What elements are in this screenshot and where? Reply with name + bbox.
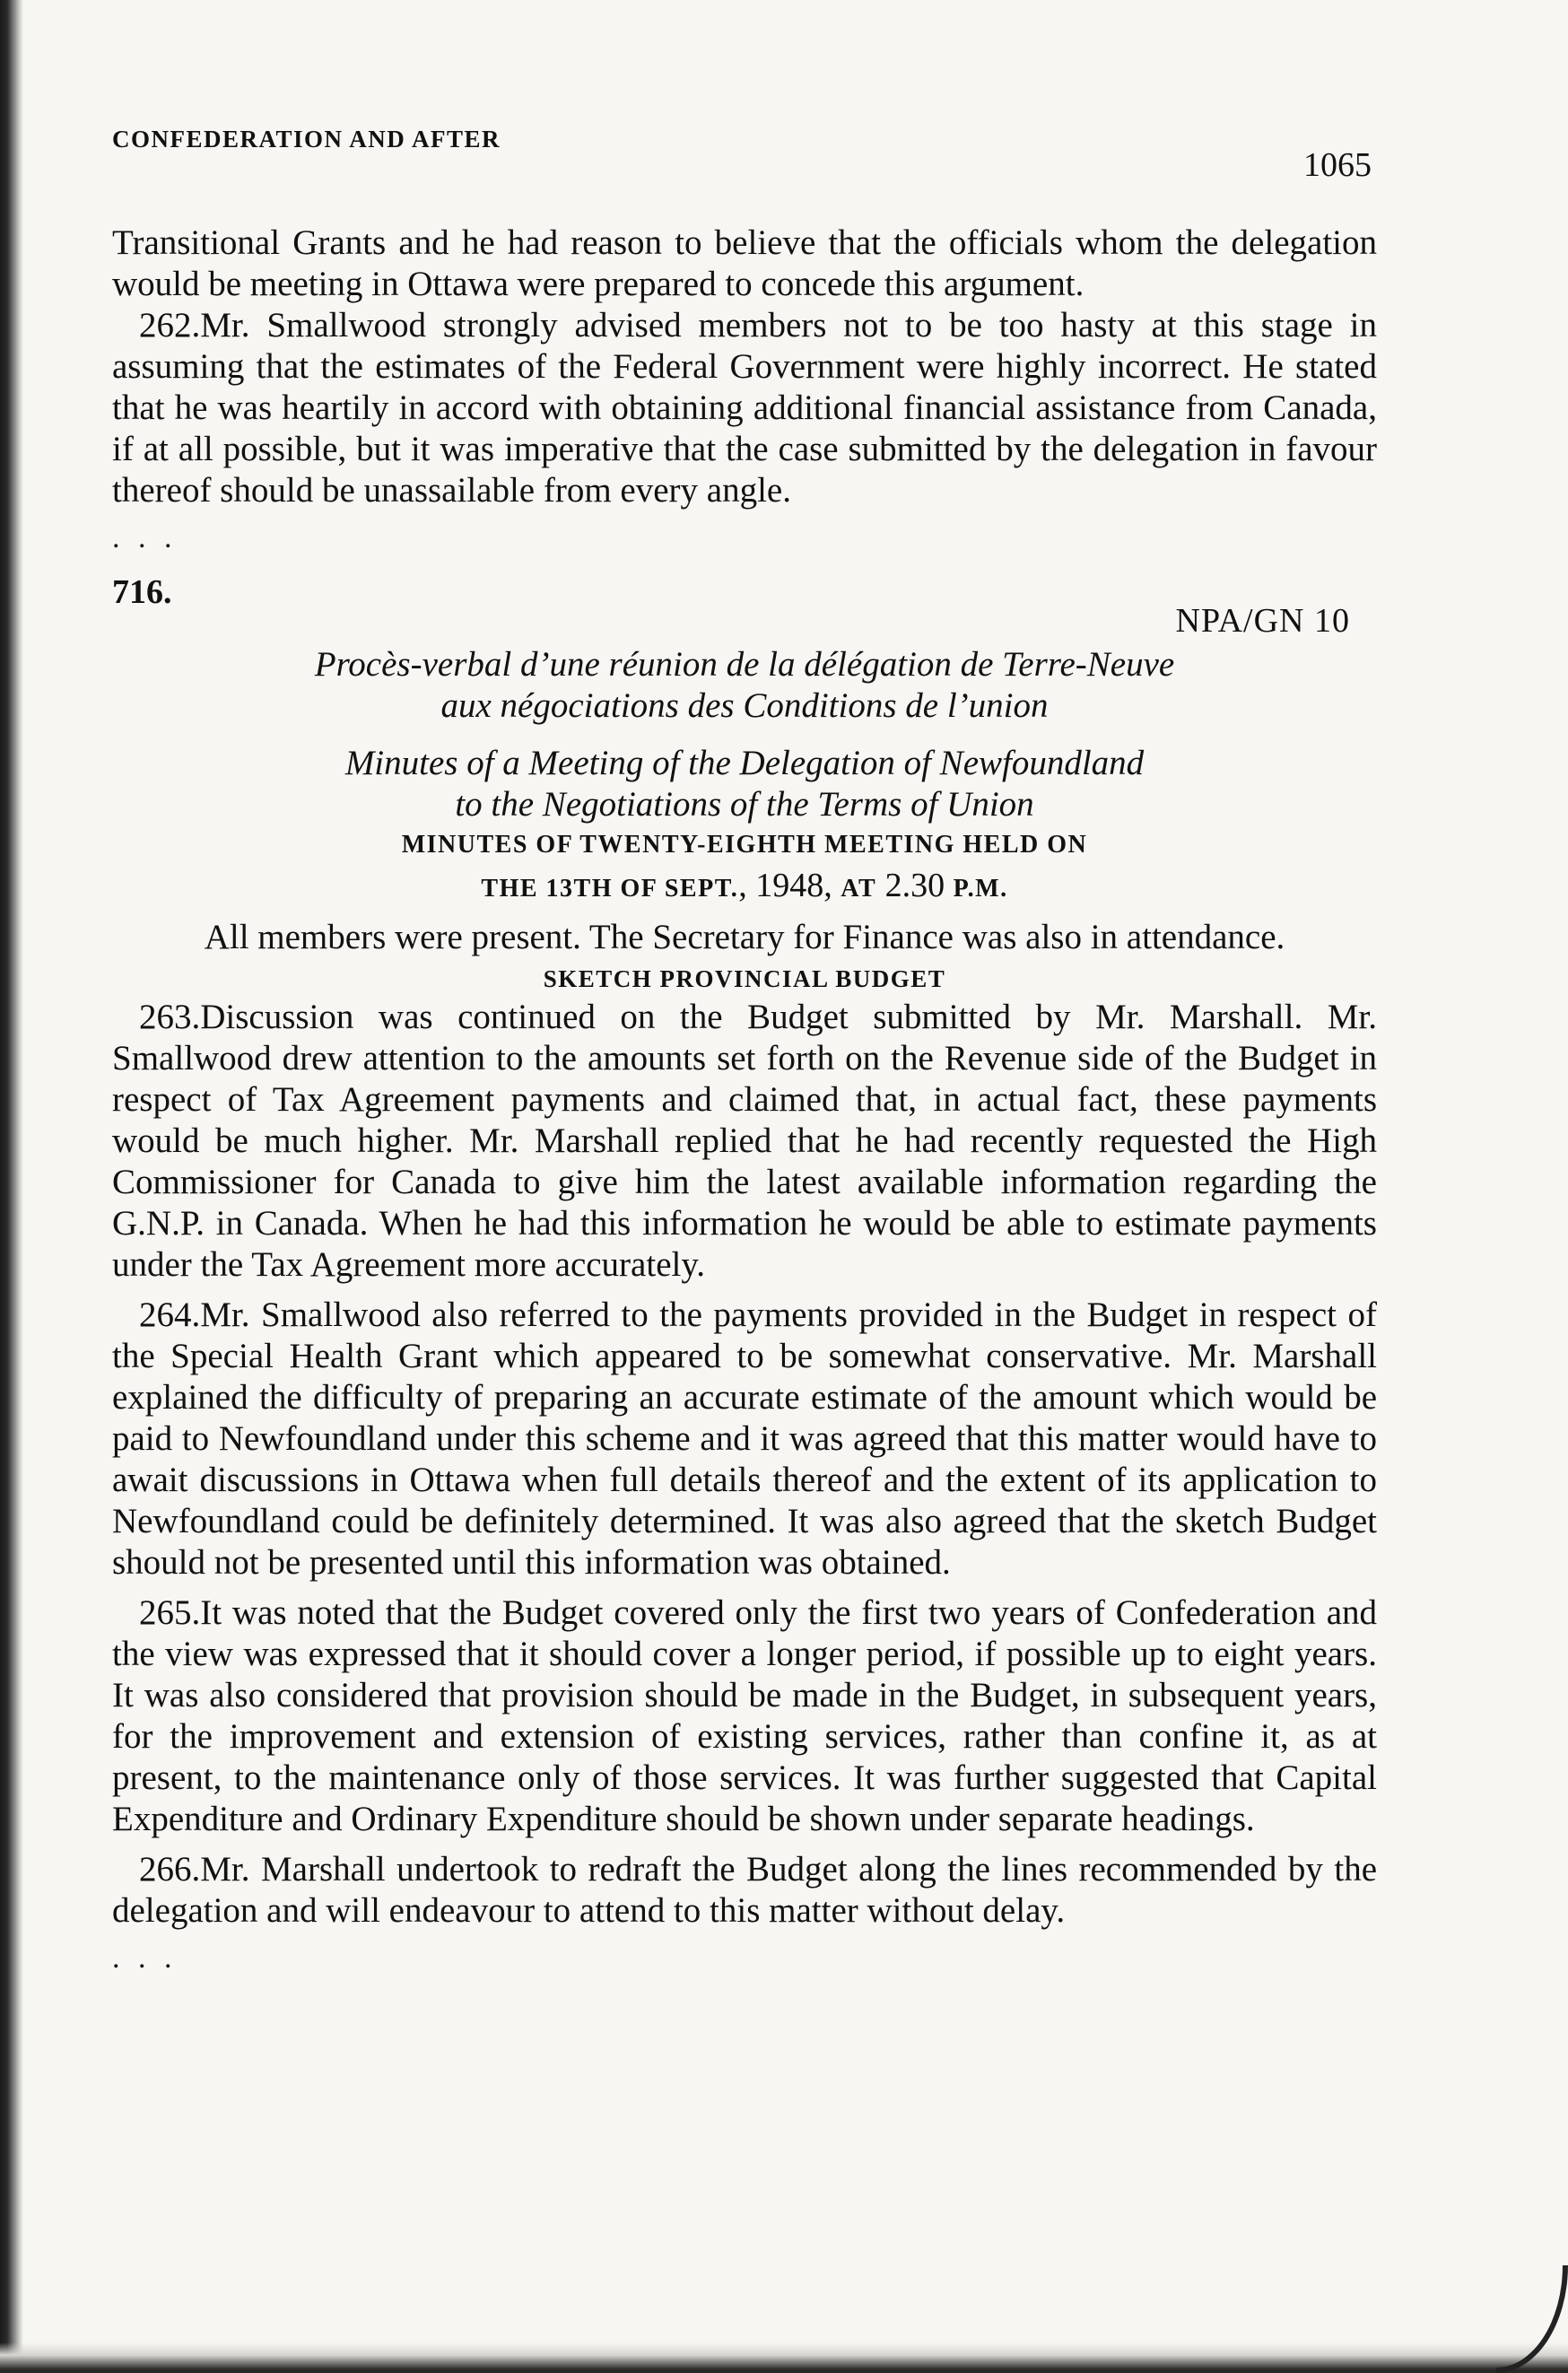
paragraph-262: 262.Mr. Smallwood strongly advised members not to be too hasty at this stage in assuming that the estimates of the Federal Government were highly incorrect. He stated that he was heartily in accord with obtaining additional financial assistance from Canada, if at all possible, but it was imperative that the case submitted by the delegation in favour thereof should be unassailable from every angle.	[112, 306, 1377, 510]
page-number: 1065	[1303, 146, 1372, 184]
document-header	[112, 567, 1377, 641]
paragraph-264: 264.Mr. Smallwood also referred to the payments provided in the Budget in respect of the Special Health Grant which appeared to be somewhat conservative. Mr. Marshall explained the difficulty of preparing an accurate estimate of the amount which would be paid to Newfoundland under this scheme and it was agreed that this matter would have to await discussions in Ottawa when full details thereof and the extent of its application to Newfoundland could be definitely determined. It was also agreed that the sketch Budget should not be presented until this information was obtained.	[112, 1296, 1377, 1582]
title-french-line-2: aux négociations des Conditions de l’union	[440, 686, 1049, 725]
omission-ellipsis: . . .	[112, 521, 178, 554]
page-binding-shadow	[0, 0, 23, 2373]
paragraph-263: 263.Discussion was continued on the Budget submitted by Mr. Marshall. Mr. Smallwood drew attention to the amounts set forth on the Revenue side of the Budget in respect of Tax Agreement payments and claimed that, in actual fact, these payments would be much higher. Mr. Marshall replied that he had recently requested the High Commissioner for Canada to give him the latest available information regarding the G.N.P. in Canada. When he had this information he would be able to estimate payments under the Tax Agreement more accurately.	[112, 998, 1377, 1284]
title-english-line-1: Minutes of a Meeting of the Delegation of Newfoundland	[344, 744, 1145, 782]
title-english-line-2: to the Negotiations of the Terms of Union	[455, 785, 1034, 824]
attendance-note: All members were present. The Secretary for Finance was also in attendance.	[204, 918, 1285, 956]
page-content	[112, 108, 1377, 1976]
meeting-line-1: MINUTES OF TWENTY-EIGHTH MEETING HELD ON	[401, 831, 1088, 859]
page-bottom-shadow	[0, 2342, 1568, 2373]
document-number: 716.	[112, 573, 172, 611]
paragraph-265: 265.It was noted that the Budget covered only the first two years of Confederation and the view was expressed that it should cover a longer period, if possible up to eight years. It was also considered that provision should be made in the Budget, in subsequent years, for the improvement and extension of existing services, rather than confine it, as at present, to the maintenance only of those services. It was further suggested that Capital Expenditure and Ordinary Expenditure should be shown under separate headings.	[112, 1593, 1377, 1838]
running-title: CONFEDERATION AND AFTER	[112, 126, 501, 153]
paragraph-266: 266.Mr. Marshall undertook to redraft the Budget along the lines recommended by the delegation and will endeavour to attend to this matter without delay.	[112, 1850, 1377, 1930]
running-head	[112, 108, 1377, 185]
section-heading: SKETCH PROVINCIAL BUDGET	[543, 965, 946, 992]
document-reference: NPA/GN 10	[1175, 602, 1350, 640]
document-title-block	[112, 644, 1377, 910]
meeting-line-2: THE 13TH OF SEPT., 1948, AT 2.30 P.M.	[481, 867, 1008, 904]
closing-ellipsis: . . .	[112, 1941, 178, 1975]
continued-paragraph: Transitional Grants and he had reason to believe that the officials whom the delegation would be meeting in Ottawa were prepared to concede this argument.	[112, 223, 1377, 303]
title-french-line-1: Procès-verbal d’une réunion de la délégation de Terre-Neuve	[314, 645, 1175, 684]
